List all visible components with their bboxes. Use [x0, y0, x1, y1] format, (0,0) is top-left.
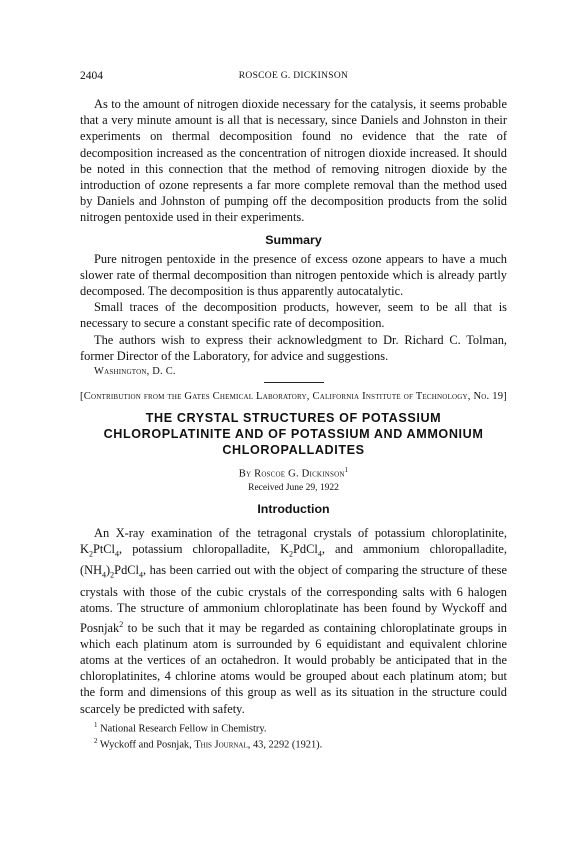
subscript: 2 [110, 570, 115, 580]
contribution-note: [Contribution from the Gates Chemical Laboratory, California Institute of Technology, No. 19] [80, 391, 507, 403]
section-divider [264, 382, 324, 383]
summary-paragraph-1: Pure nitrogen pentoxide in the presence of excess ozone appears to have a much slower rate of thermal decomposition than nitrogen pentoxide which is already partly decomposed. The decomposition is thus apparently autocatalytic. [80, 251, 507, 299]
subscript: 2 [289, 549, 294, 559]
footnote-text: Wyckoff and Posnjak, [97, 739, 195, 751]
footnote-mark: 2 [94, 737, 98, 746]
summary-paragraph-3: The authors wish to express their acknowledgment to Dr. Richard C. Tolman, former Director of the Laboratory, for advice and suggestions. [80, 332, 507, 363]
intro-text: , potassium chloropalladite, K [119, 541, 290, 556]
article-title-line-2: CHLOROPLATINITE AND OF POTASSIUM AND AMMONIUM [103, 427, 484, 442]
intro-text: PdCl [114, 563, 139, 578]
continuation-paragraph: As to the amount of nitrogen dioxide necessary for the catalysis, it seems probable that a very minute amount is all that is necessary, since Daniels and Johnston in their experiments on thermal decomposition found no evidence that the rate of decomposition increased as the concentration of nitrogen dioxide increased. It should be noted in this connection that the method of removing nitrogen dioxide by the introduction of ozone represents a far more complete removal than the method used by Daniels and Johnston of pumping off the decomposition products from the solid nitrogen pentoxide used in their experiments. [80, 97, 507, 225]
article-title-line-3: CHLOROPALLADITES [222, 443, 365, 458]
intro-text: PtCl [92, 541, 115, 556]
page-body [80, 96, 507, 752]
summary-heading: Summary [265, 232, 322, 247]
introduction-paragraph [80, 525, 507, 717]
intro-text: PdCl [293, 541, 318, 556]
author-byline [80, 463, 507, 482]
footnote-2 [80, 735, 507, 751]
subscript: 4 [138, 570, 143, 580]
intro-text: An X-ray examination of the tetragonal crystals of potassium chloroplatinite, K [80, 525, 507, 556]
subscript: 4 [115, 549, 119, 559]
byline-text: By Roscoe G. Dickinson [238, 468, 345, 480]
footnote-mark: 1 [94, 720, 98, 729]
footnote-text: National Research Fellow in Chemistry. [97, 723, 267, 735]
footnote-text: , 43, 2292 (1921). [247, 739, 323, 751]
summary-paragraph-2: Small traces of the decomposition products, however, seem to be all that is necessary to secure a constant specific rate of decomposition. [80, 300, 507, 331]
subscript: 2 [88, 549, 93, 559]
subscript: 4 [102, 570, 107, 580]
page-header [80, 70, 507, 86]
footnote-ref: 2 [119, 619, 124, 629]
intro-text: to be such that it may be regarded as containing chloroplatinate groups in which each platinum atom is surrounded by 6 equidistant and equivalent chlorine atoms at the vertices of an octahedron. It would probably be anticipated that in the chloroplatinites, 4 chlorine atoms would be grouped about each platinum atom; but the form and dimensions of this group as well as its situation in the structure could scarcely be predicted with safety. [80, 620, 507, 716]
byline-footnote-mark: 1 [344, 466, 349, 475]
intro-text: ) [106, 563, 111, 578]
intro-text: , has been carried out with the object of comparing the structure of these crystals with those of the cubic crystals of the corresponding salts with 6 halogen atoms. The structure of ammonium chloroplatinate has been found by Wyckoff and Posnjak [80, 563, 507, 635]
intro-text: , and ammonium chloropalladite, (NH [80, 541, 507, 578]
article-title-line-1: THE CRYSTAL STRUCTURES OF POTASSIUM [145, 411, 442, 426]
footnote-1 [80, 719, 507, 735]
location-line: Washington, D. C. [94, 366, 176, 378]
received-date: Received June 29, 1922 [248, 482, 339, 493]
introduction-heading: Introduction [257, 501, 330, 516]
page-number: 2404 [80, 70, 103, 82]
journal-name: This Journal [194, 739, 248, 751]
subscript: 4 [317, 549, 322, 559]
running-head: ROSCOE G. DICKINSON [238, 71, 349, 81]
